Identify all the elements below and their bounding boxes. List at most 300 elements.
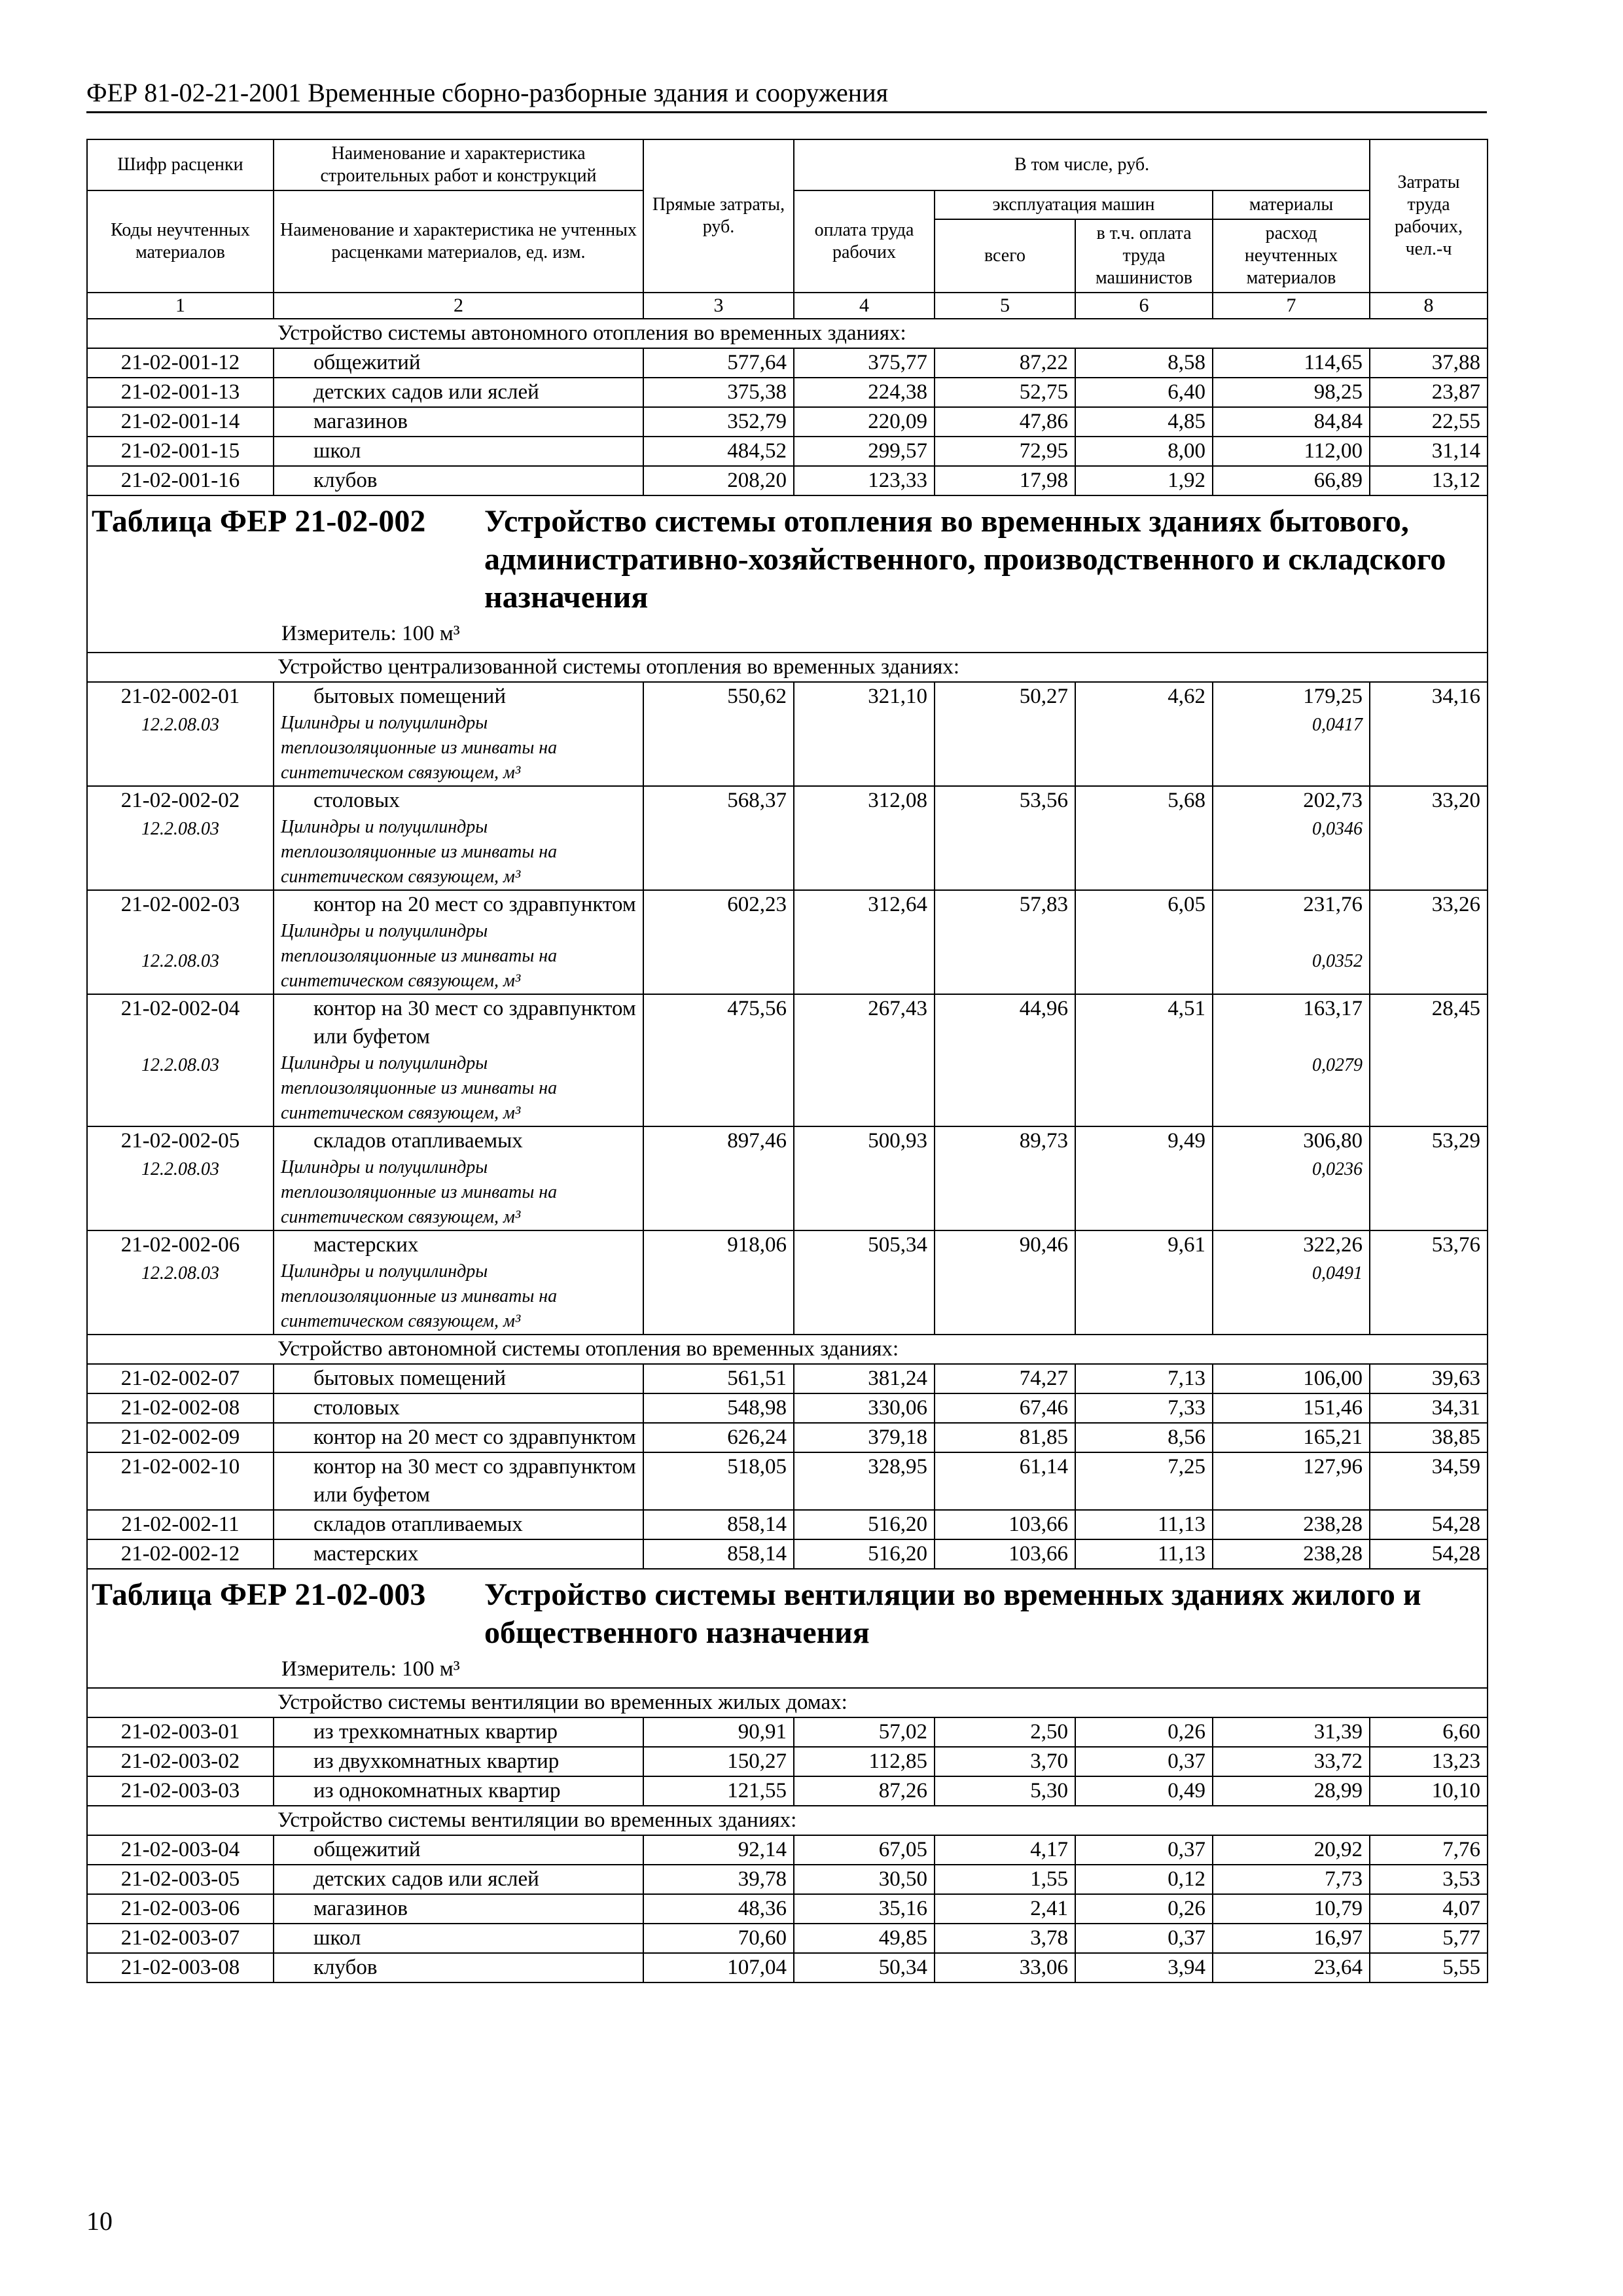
value-mach-wages: 0,26 [1075,1717,1213,1747]
materials-cell [1213,890,1370,994]
value-mat: 28,99 [1213,1776,1370,1806]
rate-code: 21-02-003-02 [87,1747,274,1776]
table-row [87,1717,1488,1747]
table-row [87,1230,1488,1335]
section-title: Устройство системы вентиляции во временных зданиях: [87,1806,1488,1835]
value-direct: 48,36 [643,1894,794,1924]
value-direct: 568,37 [643,786,794,890]
column-number: 8 [1370,293,1488,319]
rate-code: 21-02-003-04 [87,1835,274,1865]
header-operator-wages: в т.ч. оплата труда машинистов [1075,219,1213,293]
value-direct: 352,79 [643,407,794,437]
value-mach-wages: 0,37 [1075,1924,1213,1953]
value-direct: 897,46 [643,1126,794,1230]
value-mach: 47,86 [935,407,1075,437]
section-title: Устройство системы автономного отопления во временных зданиях: [87,319,1488,348]
rate-code: 21-02-003-03 [87,1776,274,1806]
work-name: складов отапливаемых [313,1129,523,1153]
rate-code: 21-02-003-01 [87,1717,274,1747]
table-row [87,348,1488,378]
value-mat: 306,80 [1303,1129,1363,1153]
value-wages: 516,20 [794,1539,935,1569]
value-direct: 90,91 [643,1717,794,1747]
header-code: Шифр расценки [87,139,274,190]
value-labor: 7,76 [1370,1835,1488,1865]
value-mach-wages: 1,92 [1075,466,1213,495]
material-name: Цилиндры и полуцилиндры теплоизоляционные из минваты на синтетическом связующем, м³ [281,817,558,887]
value-mat: 165,21 [1213,1423,1370,1452]
table-row [87,1423,1488,1452]
materials-cell [1213,682,1370,786]
value-labor: 13,12 [1370,466,1488,495]
table-title [92,503,1480,617]
table-row [87,407,1488,437]
value-labor: 31,14 [1370,437,1488,466]
header-including: В том числе, руб. [794,139,1370,190]
value-mach-wages: 0,37 [1075,1835,1213,1865]
value-mat: 238,28 [1213,1539,1370,1569]
header-labor-costs: Затраты труда рабочих, чел.-ч [1370,139,1488,293]
section-title: Устройство централизованной системы отопления во временных зданиях: [87,653,1488,682]
material-quantity: 0,0417 [1312,715,1363,735]
value-direct: 561,51 [643,1364,794,1393]
page-number: 10 [86,2206,113,2236]
value-wages: 516,20 [794,1510,935,1539]
rate-code: 21-02-001-14 [87,407,274,437]
material-quantity: 0,0279 [1312,1055,1363,1075]
value-mat: 33,72 [1213,1747,1370,1776]
work-name: складов отапливаемых [274,1510,643,1539]
rate-code: 21-02-002-05 [120,1129,240,1153]
work-name: школ [274,437,643,466]
column-number: 6 [1075,293,1213,319]
table-label: Таблица ФЕР 21-02-002 [92,504,426,539]
value-mach-wages: 0,49 [1075,1776,1213,1806]
work-name: контор на 20 мест со здравпунктом [274,1423,643,1452]
material-name: Цилиндры и полуцилиндры теплоизоляционные из минваты на синтетическом связующем, м³ [281,1053,558,1123]
value-direct: 208,20 [643,466,794,495]
value-mach: 57,83 [935,890,1075,994]
work-name: из трехкомнатных квартир [274,1717,643,1747]
rate-code: 21-02-002-07 [87,1364,274,1393]
value-mach: 3,78 [935,1924,1075,1953]
value-mat: 202,73 [1303,789,1363,812]
table-row [87,682,1488,786]
work-name-cell [274,786,643,890]
value-wages: 87,26 [794,1776,935,1806]
value-mach-wages: 11,13 [1075,1510,1213,1539]
value-labor: 53,29 [1370,1126,1488,1230]
table-row [87,890,1488,994]
table-row [87,1747,1488,1776]
rate-code-cell [87,786,274,890]
table-row [87,1835,1488,1865]
rate-code-cell [87,994,274,1126]
value-wages: 49,85 [794,1924,935,1953]
value-labor: 53,76 [1370,1230,1488,1335]
header-worker-wages: оплата труда рабочих [794,190,935,293]
value-labor: 10,10 [1370,1776,1488,1806]
value-mach-wages: 4,62 [1075,682,1213,786]
value-wages: 299,57 [794,437,935,466]
value-mach-wages: 3,94 [1075,1953,1213,1982]
value-mach: 17,98 [935,466,1075,495]
table-row [87,994,1488,1126]
table-title-text: Устройство системы отопления во временных зданиях бытового, административно-хозяйственного, производственного и складского назначения [484,504,1446,615]
value-mat: 10,79 [1213,1894,1370,1924]
section-row [87,1806,1488,1835]
rate-code: 21-02-002-11 [87,1510,274,1539]
material-code: 12.2.08.03 [141,715,219,735]
value-mach-wages: 5,68 [1075,786,1213,890]
value-labor: 54,28 [1370,1510,1488,1539]
rate-code: 21-02-003-05 [87,1865,274,1894]
column-number: 1 [87,293,274,319]
value-mat: 114,65 [1213,348,1370,378]
value-labor: 34,59 [1370,1452,1488,1510]
value-labor: 54,28 [1370,1539,1488,1569]
table-row [87,378,1488,407]
value-direct: 577,64 [643,348,794,378]
material-code: 12.2.08.03 [141,951,219,971]
header-materials: материалы [1213,190,1370,219]
value-labor: 33,20 [1370,786,1488,890]
value-mach-wages: 11,13 [1075,1539,1213,1569]
materials-cell [1213,1126,1370,1230]
rate-code: 21-02-001-12 [87,348,274,378]
value-wages: 312,64 [794,890,935,994]
column-numbers-row [87,293,1488,319]
value-mat: 106,00 [1213,1364,1370,1393]
value-mat: 151,46 [1213,1393,1370,1423]
value-mat: 23,64 [1213,1953,1370,1982]
work-name-cell [274,1230,643,1335]
rate-code-cell [87,682,274,786]
table-row [87,1953,1488,1982]
work-name: магазинов [274,407,643,437]
work-name: общежитий [274,348,643,378]
material-code: 12.2.08.03 [141,1055,219,1075]
material-code: 12.2.08.03 [141,819,219,839]
value-mach: 87,22 [935,348,1075,378]
work-name: бытовых помещений [313,685,507,708]
spacer [94,919,266,947]
value-wages: 224,38 [794,378,935,407]
section-row [87,653,1488,682]
table-row [87,1865,1488,1894]
rate-code: 21-02-002-06 [120,1233,240,1257]
rate-code: 21-02-002-10 [87,1452,274,1510]
materials-cell [1213,1230,1370,1335]
value-mach: 2,50 [935,1717,1075,1747]
value-labor: 37,88 [1370,348,1488,378]
work-name: контор на 30 мест со здравпунктом или буфетом [274,1452,643,1510]
header-material-names: Наименование и характеристика не учтенных расценками материалов, ед. изм. [274,190,643,293]
section-row [87,1335,1488,1364]
value-direct: 475,56 [643,994,794,1126]
rate-code: 21-02-003-07 [87,1924,274,1953]
value-labor: 39,63 [1370,1364,1488,1393]
work-name-cell [274,890,643,994]
section-row [87,319,1488,348]
value-wages: 505,34 [794,1230,935,1335]
material-quantity: 0,0352 [1312,951,1363,971]
table-title-cell [87,1569,1488,1688]
value-mach-wages: 9,61 [1075,1230,1213,1335]
value-labor: 28,45 [1370,994,1488,1126]
value-mach-wages: 8,00 [1075,437,1213,466]
value-mach: 81,85 [935,1423,1075,1452]
value-direct: 39,78 [643,1865,794,1894]
column-number: 3 [643,293,794,319]
value-mach: 1,55 [935,1865,1075,1894]
material-quantity: 0,0346 [1312,819,1363,839]
value-direct: 550,62 [643,682,794,786]
value-mat: 84,84 [1213,407,1370,437]
value-labor: 5,55 [1370,1953,1488,1982]
value-direct: 121,55 [643,1776,794,1806]
value-mach-wages: 9,49 [1075,1126,1213,1230]
value-wages: 35,16 [794,1894,935,1924]
value-mat: 179,25 [1303,685,1363,708]
work-name: столовых [313,789,400,812]
rate-code: 21-02-002-01 [120,685,240,708]
value-labor: 3,53 [1370,1865,1488,1894]
value-mach-wages: 4,51 [1075,994,1213,1126]
value-mach-wages: 0,37 [1075,1747,1213,1776]
work-name: столовых [274,1393,643,1423]
value-direct: 518,05 [643,1452,794,1510]
header-unaccounted-materials: расход неучтенных материалов [1213,219,1370,293]
section-title: Устройство системы вентиляции во временных жилых домах: [87,1688,1488,1717]
value-mach: 3,70 [935,1747,1075,1776]
table-row [87,437,1488,466]
table-row [87,1126,1488,1230]
value-mach-wages: 8,58 [1075,348,1213,378]
value-direct: 484,52 [643,437,794,466]
section-title: Устройство автономной системы отопления во временных зданиях: [87,1335,1488,1364]
value-mat: 238,28 [1213,1510,1370,1539]
value-mat: 127,96 [1213,1452,1370,1510]
value-mat: 16,97 [1213,1924,1370,1953]
value-direct: 858,14 [643,1510,794,1539]
value-mach-wages: 8,56 [1075,1423,1213,1452]
work-name: контор на 20 мест со здравпунктом [313,893,636,916]
value-wages: 112,85 [794,1747,935,1776]
page-header: ФЕР 81-02-21-2001 Временные сборно-разборные здания и сооружения [86,77,1487,113]
material-name: Цилиндры и полуцилиндры теплоизоляционные из минваты на синтетическом связующем, м³ [281,1157,558,1227]
table-row [87,466,1488,495]
value-labor: 6,60 [1370,1717,1488,1747]
work-name: магазинов [274,1894,643,1924]
value-labor: 23,87 [1370,378,1488,407]
rate-code: 21-02-002-12 [87,1539,274,1569]
spacer [1220,919,1363,947]
value-wages: 379,18 [794,1423,935,1452]
material-name: Цилиндры и полуцилиндры теплоизоляционные из минваты на синтетическом связующем, м³ [281,713,558,783]
value-direct: 70,60 [643,1924,794,1953]
rate-code: 21-02-002-03 [120,893,240,916]
table-row [87,1364,1488,1393]
rate-code: 21-02-002-04 [120,997,240,1020]
value-mach: 5,30 [935,1776,1075,1806]
value-mach: 50,27 [935,682,1075,786]
value-mat: 322,26 [1303,1233,1363,1257]
value-mat: 66,89 [1213,466,1370,495]
table-row [87,786,1488,890]
value-direct: 918,06 [643,1230,794,1335]
value-mach: 52,75 [935,378,1075,407]
value-mat: 231,76 [1303,893,1363,916]
value-mat: 20,92 [1213,1835,1370,1865]
rate-code: 21-02-002-08 [87,1393,274,1423]
value-mat: 98,25 [1213,378,1370,407]
material-name: Цилиндры и полуцилиндры теплоизоляционные из минваты на синтетическом связующем, м³ [281,921,558,991]
work-name-cell [274,1126,643,1230]
value-wages: 220,09 [794,407,935,437]
value-direct: 858,14 [643,1539,794,1569]
value-mach: 103,66 [935,1539,1075,1569]
value-mach: 33,06 [935,1953,1075,1982]
materials-cell [1213,994,1370,1126]
value-wages: 50,34 [794,1953,935,1982]
value-wages: 57,02 [794,1717,935,1747]
value-wages: 381,24 [794,1364,935,1393]
table-row [87,1393,1488,1423]
table-row [87,1539,1488,1569]
value-mach-wages: 7,33 [1075,1393,1213,1423]
value-mach: 61,14 [935,1452,1075,1510]
value-mach: 89,73 [935,1126,1075,1230]
value-labor: 34,31 [1370,1393,1488,1423]
value-labor: 4,07 [1370,1894,1488,1924]
work-name: из двухкомнатных квартир [274,1747,643,1776]
table-title-cell [87,495,1488,653]
work-name: клубов [274,1953,643,1982]
spacer [1220,1023,1363,1051]
value-direct: 107,04 [643,1953,794,1982]
value-mach: 72,95 [935,437,1075,466]
measure-unit: Измеритель: 100 м³ [281,1657,460,1681]
section-row [87,1688,1488,1717]
table-row [87,1452,1488,1510]
value-mach: 74,27 [935,1364,1075,1393]
value-mat: 31,39 [1213,1717,1370,1747]
header-material-codes: Коды неучтенных материалов [87,190,274,293]
rate-code-cell [87,1126,274,1230]
value-wages: 123,33 [794,466,935,495]
value-mach: 53,56 [935,786,1075,890]
column-number: 4 [794,293,935,319]
work-name: клубов [274,466,643,495]
value-mach-wages: 4,85 [1075,407,1213,437]
column-number: 2 [274,293,643,319]
spacer [94,1023,266,1051]
value-mach-wages: 6,05 [1075,890,1213,994]
value-direct: 548,98 [643,1393,794,1423]
rate-code: 21-02-001-16 [87,466,274,495]
value-mach: 2,41 [935,1894,1075,1924]
value-mach-wages: 0,26 [1075,1894,1213,1924]
value-wages: 67,05 [794,1835,935,1865]
work-name: общежитий [274,1835,643,1865]
value-mach: 90,46 [935,1230,1075,1335]
value-labor: 13,23 [1370,1747,1488,1776]
value-wages: 312,08 [794,786,935,890]
rate-code: 21-02-002-02 [120,789,240,812]
value-labor: 5,77 [1370,1924,1488,1953]
rate-code-cell [87,1230,274,1335]
material-name: Цилиндры и полуцилиндры теплоизоляционные из минваты на синтетическом связующем, м³ [281,1261,558,1331]
work-name: мастерских [313,1233,419,1257]
value-wages: 30,50 [794,1865,935,1894]
value-labor: 33,26 [1370,890,1488,994]
materials-cell [1213,786,1370,890]
material-code: 12.2.08.03 [141,1159,219,1179]
work-name: контор на 30 мест со здравпунктом или буфетом [313,997,636,1049]
value-wages: 500,93 [794,1126,935,1230]
table-title-row [87,1569,1488,1688]
header-direct-costs: Прямые затраты, руб. [643,139,794,293]
material-code: 12.2.08.03 [141,1263,219,1283]
work-name: школ [274,1924,643,1953]
table-row [87,1894,1488,1924]
value-mach: 67,46 [935,1393,1075,1423]
rate-code: 21-02-003-08 [87,1953,274,1982]
work-name-cell [274,994,643,1126]
value-mach: 4,17 [935,1835,1075,1865]
column-number: 7 [1213,293,1370,319]
table-title-text: Устройство системы вентиляции во временных зданиях жилого и общественного назначения [484,1577,1421,1650]
value-mat: 112,00 [1213,437,1370,466]
table-row [87,1776,1488,1806]
value-mach-wages: 7,13 [1075,1364,1213,1393]
work-name: бытовых помещений [274,1364,643,1393]
value-mat: 163,17 [1303,997,1363,1020]
value-direct: 150,27 [643,1747,794,1776]
material-quantity: 0,0491 [1312,1263,1363,1283]
table-row [87,1510,1488,1539]
value-direct: 375,38 [643,378,794,407]
value-direct: 92,14 [643,1835,794,1865]
value-wages: 328,95 [794,1452,935,1510]
measure-unit: Измеритель: 100 м³ [281,622,460,645]
work-name: детских садов или яслей [274,1865,643,1894]
table-row [87,1924,1488,1953]
rate-code-cell [87,890,274,994]
value-mach-wages: 7,25 [1075,1452,1213,1510]
material-quantity: 0,0236 [1312,1159,1363,1179]
value-wages: 330,06 [794,1393,935,1423]
value-labor: 38,85 [1370,1423,1488,1452]
rate-code: 21-02-002-09 [87,1423,274,1452]
value-labor: 22,55 [1370,407,1488,437]
work-name: из однокомнатных квартир [274,1776,643,1806]
value-mach-wages: 0,12 [1075,1865,1213,1894]
rates-table [86,139,1488,1983]
value-mat: 7,73 [1213,1865,1370,1894]
value-wages: 267,43 [794,994,935,1126]
value-wages: 321,10 [794,682,935,786]
table-title-row [87,495,1488,653]
table-label: Таблица ФЕР 21-02-003 [92,1577,426,1612]
value-direct: 626,24 [643,1423,794,1452]
value-mach: 103,66 [935,1510,1075,1539]
work-name-cell [274,682,643,786]
rate-code: 21-02-001-15 [87,437,274,466]
rate-code: 21-02-001-13 [87,378,274,407]
work-name: детских садов или яслей [274,378,643,407]
